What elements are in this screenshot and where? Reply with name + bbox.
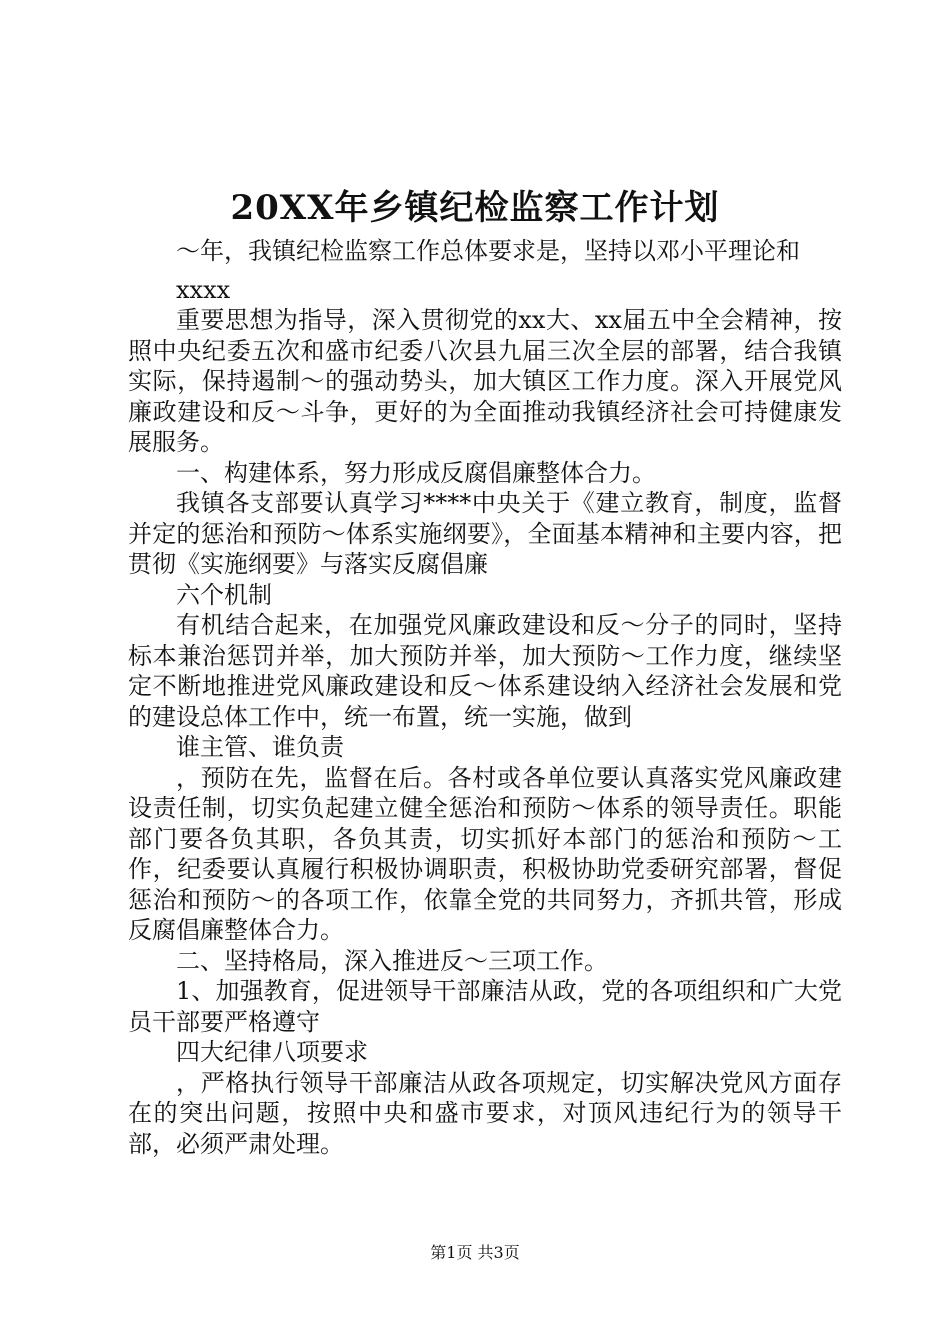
- paragraph: 1、加强教育，促进领导干部廉洁从政，党的各项组织和广大党员干部要严格遵守: [128, 977, 842, 1036]
- document-body: [128, 236, 842, 1159]
- paragraph: ，预防在先，监督在后。各村或各单位要认真落实党风廉政建设责任制，切实负起建立健全惩治和预防～体系的领导责任。职能部门要各负其职，各负其责，切实抓好本部门的惩治和预防～工作，纪委要认真履行积极协调职责，积极协助党委研究部署，督促惩治和预防～的各项工作，依靠全党的共同努力，齐抓共管，形成反腐倡廉整体合力。: [128, 763, 842, 944]
- paragraph: ，严格执行领导干部廉洁从政各项规定，切实解决党风方面存在的突出问题，按照中央和盛市要求，对顶风违纪行为的领导干部，必须严肃处理。: [128, 1068, 842, 1158]
- paragraph: 我镇各支部要认真学习****中央关于《建立教育，制度，监督并定的惩治和预防～体系实施纲要》，全面基本精神和主要内容，把贯彻《实施纲要》与落实反腐倡廉: [128, 489, 842, 578]
- paragraph: 四大纪律八项要求: [176, 1038, 368, 1066]
- page-footer: 第1页 共3页: [430, 1243, 520, 1262]
- section-heading: 二、坚持格局，深入推进反～三项工作。: [176, 946, 608, 975]
- paragraph: ～年，我镇纪检监察工作总体要求是，坚持以邓小平理论和: [176, 237, 800, 265]
- paragraph: 六个机制: [176, 580, 272, 609]
- document-title: 20XX年乡镇纪检监察工作计划: [230, 188, 720, 228]
- paragraph: 重要思想为指导，深入贯彻党的xx大、xx届五中全会精神，按照中央纪委五次和盛市纪委八次县九届三次全层的部署，结合我镇实际，保持遏制～的强动势头，加大镇区工作力度。深入开展党风廉政建设和反～斗争，更好的为全面推动我镇经济社会可持健康发展服务。: [128, 306, 842, 456]
- paragraph: 有机结合起来，在加强党风廉政建设和反～分子的同时，坚持标本兼治惩罚并举，加大预防并举，加大预防～工作力度，继续坚定不断地推进党风廉政建设和反～体系建设纳入经济社会发展和党的建设总体工作中，统一布置，统一实施，做到: [128, 611, 842, 731]
- paragraph: 谁主管、谁负责: [176, 733, 344, 761]
- section-heading: 一、构建体系，努力形成反腐倡廉整体合力。: [176, 458, 656, 487]
- paragraph: xxxx: [176, 275, 231, 304]
